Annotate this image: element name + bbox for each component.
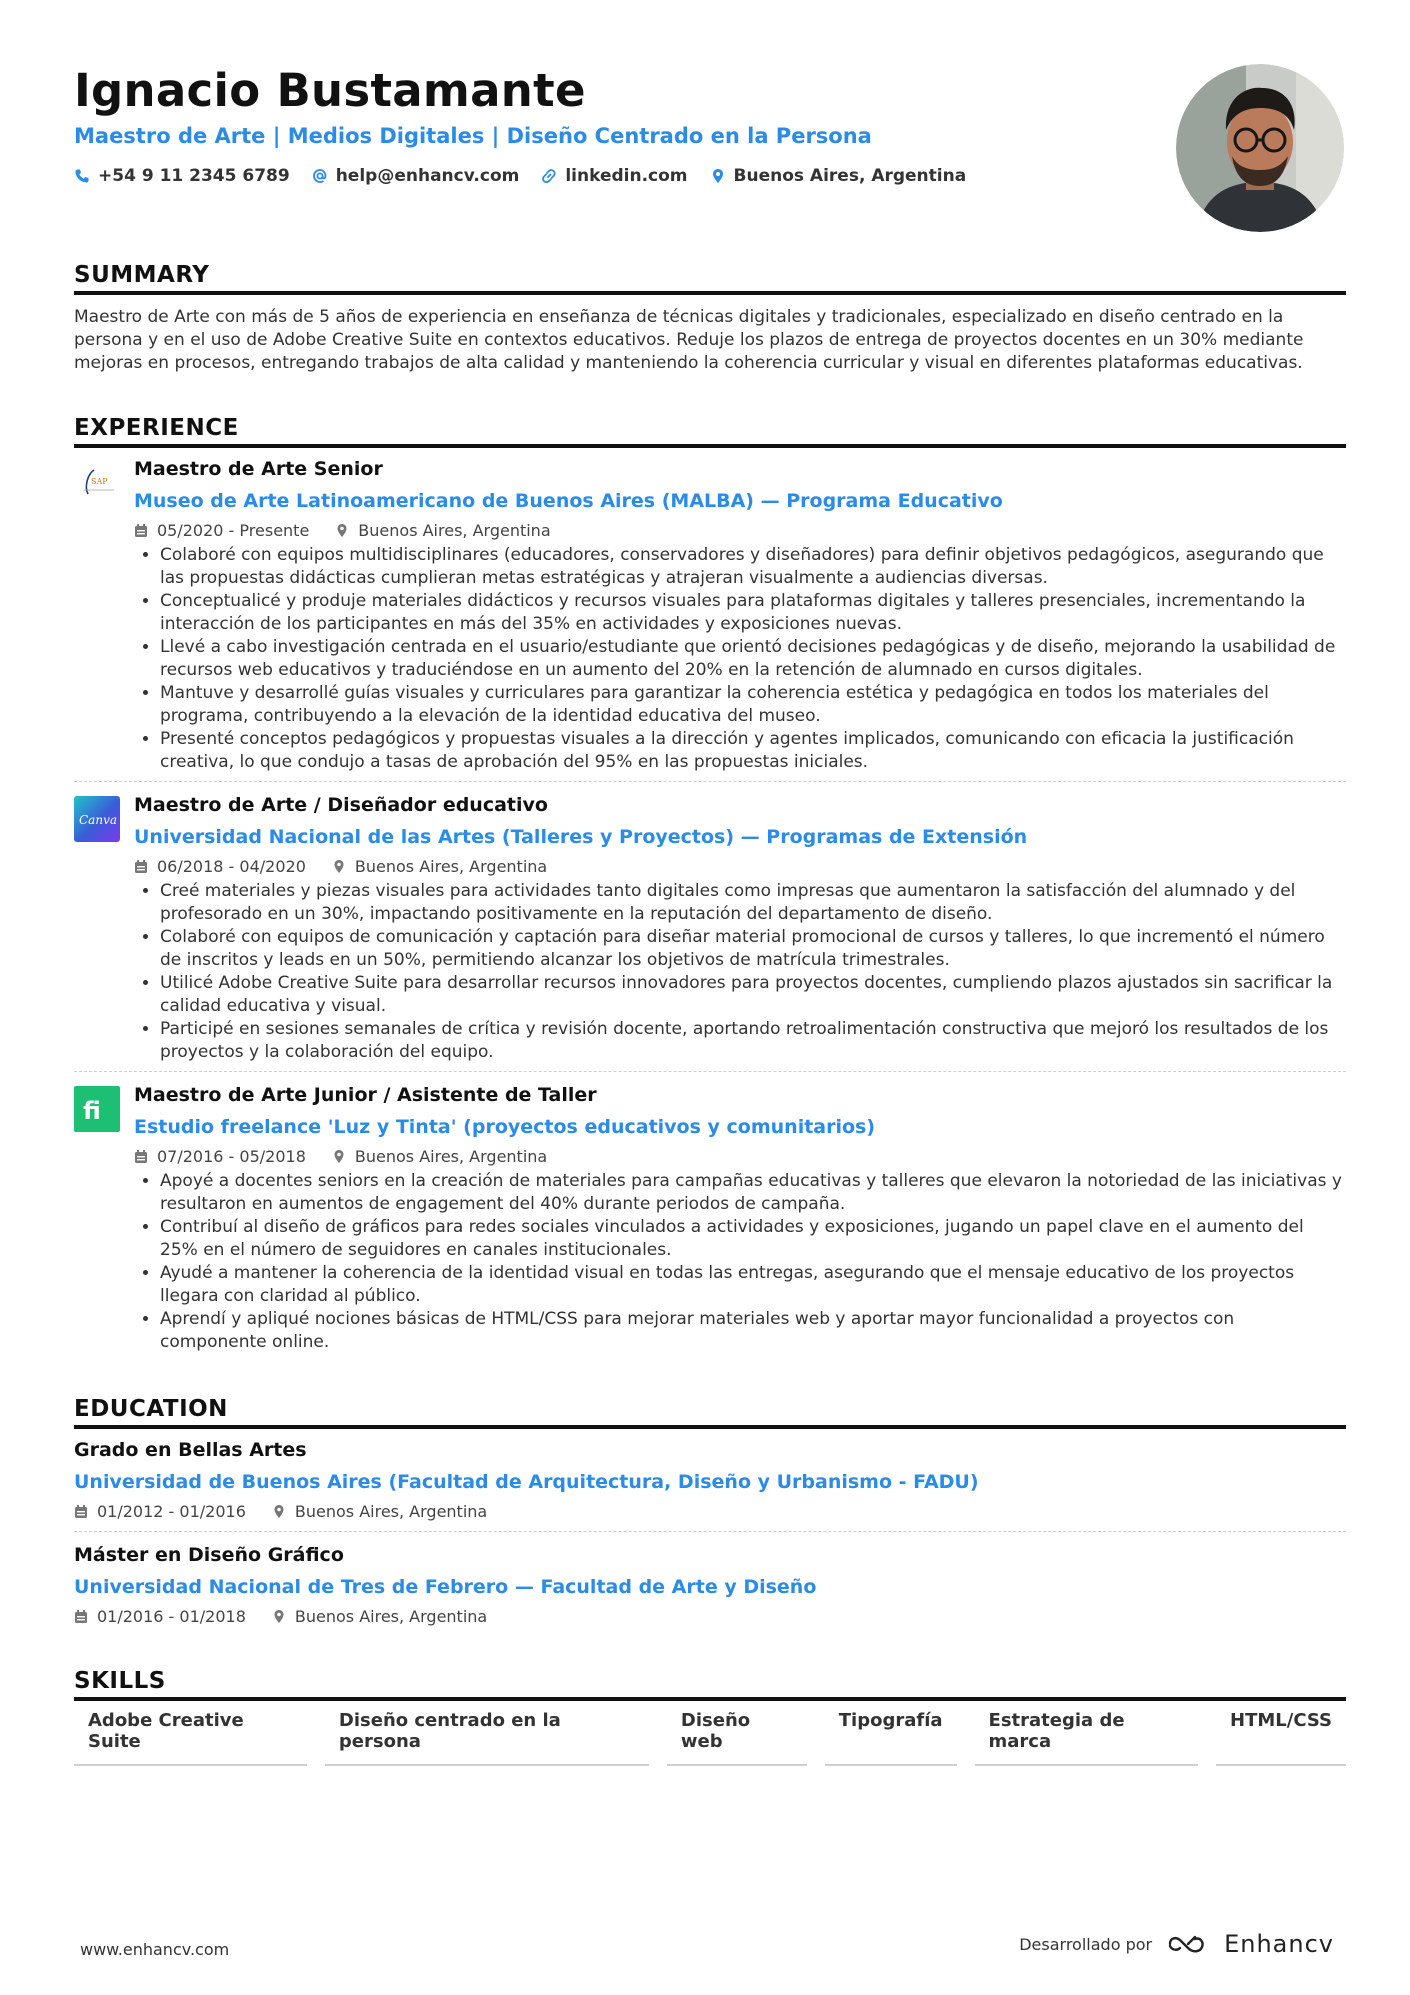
- bullet: • Aprendí y apliqué nociones básicas de HTML/CSS para mejorar materiales web y aportar mayor funcionalidad a proyectos con componente online.: [160, 1308, 1346, 1354]
- contact-phone[interactable]: [74, 166, 290, 186]
- bullet: • Creé materiales y piezas visuales para actividades tanto digitales como impresas que aumentaron la satisfacción del alumnado y del profesorado en un 30%, impactando positivamente en la reputación del departamento de diseño.: [160, 880, 1346, 926]
- skills-list: [74, 1710, 1346, 1766]
- company-logo: [74, 796, 120, 842]
- education-dates: 01/2012 - 01/2016: [97, 1501, 246, 1521]
- job-divider: [74, 781, 1346, 782]
- skill-tag: Diseño centrado en la persona: [325, 1710, 649, 1766]
- summary-rule: [74, 291, 1346, 295]
- footer-url[interactable]: www.enhancv.com: [80, 1940, 230, 1959]
- contact-bar: [74, 166, 966, 186]
- education-dates: 01/2016 - 01/2018: [97, 1606, 246, 1626]
- job-divider: [74, 1071, 1346, 1072]
- company-name: Universidad Nacional de las Artes (Talleres y Proyectos) — Programas de Extensión: [134, 826, 1028, 848]
- skills-heading: SKILLS: [74, 1668, 166, 1694]
- at-icon: [312, 168, 328, 184]
- linkedin-text: linkedin.com: [565, 166, 688, 186]
- calendar-icon: [134, 859, 148, 874]
- job-bullets: [134, 544, 1346, 774]
- education-item: [74, 1437, 1346, 1525]
- svg-text:Canva: Canva: [79, 813, 117, 827]
- contact-linkedin[interactable]: [541, 166, 687, 186]
- svg-text:fi: fi: [83, 1097, 101, 1125]
- bullet: • Apoyé a docentes seniors en la creación de materiales para campañas educativas y talleres que elevaron la notoriedad de las iniciativas y resultaron en aumentos de engagement del 40% durante periodos de campaña.: [160, 1170, 1346, 1216]
- job-title: Maestro de Arte / Diseñador educativo: [134, 794, 548, 816]
- job-location: Buenos Aires, Argentina: [354, 856, 548, 876]
- job-bullets: [134, 1170, 1346, 1354]
- location-pin-icon: [272, 1504, 286, 1519]
- profile-photo: [1176, 64, 1344, 232]
- education-divider: [74, 1531, 1346, 1532]
- skill-tag: HTML/CSS: [1216, 1710, 1346, 1766]
- location-pin-icon: [272, 1609, 286, 1624]
- degree-title: Grado en Bellas Artes: [74, 1439, 307, 1461]
- bullet: • Colaboré con equipos de comunicación y captación para diseñar material promocional de cursos y talleres, lo que incrementó el número de inscritos y leads en un 50%, permitiendo alcanzar los objetivos de matrícula trimestrales.: [160, 926, 1346, 972]
- location-pin-icon: [335, 523, 349, 538]
- education-rule: [74, 1425, 1346, 1429]
- job-meta: [134, 1142, 1346, 1170]
- job-location: Buenos Aires, Argentina: [354, 1146, 548, 1166]
- phone-icon: [74, 168, 90, 184]
- calendar-icon: [134, 523, 148, 538]
- job-dates: 06/2018 - 04/2020: [157, 856, 306, 876]
- skill-tag: Diseño web: [667, 1710, 807, 1766]
- calendar-icon: [134, 1149, 148, 1164]
- calendar-icon: [74, 1609, 88, 1624]
- footer-brand[interactable]: [1019, 1930, 1334, 1958]
- phone-text: +54 9 11 2345 6789: [98, 166, 290, 186]
- job-meta: [134, 516, 1346, 544]
- location-pin-icon: [710, 168, 726, 184]
- education-location: Buenos Aires, Argentina: [294, 1606, 488, 1626]
- brand-name: Enhancv: [1224, 1930, 1334, 1958]
- calendar-icon: [74, 1504, 88, 1519]
- bullet: • Contribuí al diseño de gráficos para redes sociales vinculados a actividades y exposiciones, jugando un papel clave en el aumento del 25% en el número de seguidores en canales institucionales.: [160, 1216, 1346, 1262]
- job-meta: [134, 852, 1346, 880]
- company-name: Estudio freelance 'Luz y Tinta' (proyectos educativos y comunitarios): [134, 1116, 876, 1138]
- location-pin-icon: [332, 859, 346, 874]
- job-dates: 05/2020 - Presente: [157, 520, 310, 540]
- education-meta: [74, 1497, 1346, 1525]
- skill-tag: Tipografía: [825, 1710, 957, 1766]
- candidate-name: Ignacio Bustamante: [74, 64, 586, 117]
- job-title: Maestro de Arte Junior / Asistente de Taller: [134, 1084, 597, 1106]
- svg-text:SAP: SAP: [91, 477, 108, 486]
- job-bullets: [134, 880, 1346, 1064]
- bullet: • Llevé a cabo investigación centrada en el usuario/estudiante que orientó decisiones pedagógicas y de diseño, mejorando la usabilidad de recursos web educativos y traduciéndose en un aumento del 20% en la retención de alumnado en cursos digitales.: [160, 636, 1346, 682]
- job-dates: 07/2016 - 05/2018: [157, 1146, 306, 1166]
- skill-tag: Adobe Creative Suite: [74, 1710, 307, 1766]
- school-name: Universidad de Buenos Aires (Facultad de Arquitectura, Diseño y Urbanismo - FADU): [74, 1471, 979, 1493]
- education-meta: [74, 1602, 1346, 1630]
- company-logo: [74, 1086, 120, 1132]
- contact-location: [710, 166, 967, 186]
- skills-rule: [74, 1697, 1346, 1701]
- company-name: Museo de Arte Latinoamericano de Buenos Aires (MALBA) — Programa Educativo: [134, 490, 1003, 512]
- job-location: Buenos Aires, Argentina: [358, 520, 551, 540]
- education-location: Buenos Aires, Argentina: [294, 1501, 488, 1521]
- experience-rule: [74, 444, 1346, 448]
- experience-heading: EXPERIENCE: [74, 415, 239, 441]
- skill-tag: Estrategia de marca: [975, 1710, 1199, 1766]
- email-text: help@enhancv.com: [335, 166, 520, 186]
- school-name: Universidad Nacional de Tres de Febrero — Facultad de Arte y Diseño: [74, 1576, 817, 1598]
- enhancv-logo-icon: [1166, 1932, 1210, 1956]
- summary-text: Maestro de Arte con más de 5 años de experiencia en enseñanza de técnicas digitales y tradicionales, especializado en diseño centrado en la persona y en el uso de Adobe Creative Suite en contextos educativos. Reduje los plazos de entrega de proyectos docentes en un 30% mediante mejoras en procesos, entregando trabajos de alta calidad y manteniendo la coherencia curricular y visual en diferentes plataformas educativas.: [74, 307, 1304, 373]
- bullet: • Mantuve y desarrollé guías visuales y curriculares para garantizar la coherencia estética y pedagógica en todos los materiales del programa, contribuyendo a la elevación de la identidad educativa del museo.: [160, 682, 1346, 728]
- location-pin-icon: [332, 1149, 346, 1164]
- bullet: • Ayudé a mantener la coherencia de la identidad visual en todas las entregas, asegurando que el mensaje educativo de los proyectos llegara con claridad al público.: [160, 1262, 1346, 1308]
- bullet: • Colaboré con equipos multidisciplinares (educadores, conservadores y diseñadores) para definir objetivos pedagógicos, asegurando que las propuestas didácticas cumplieran metas estratégicas y atrajeran visualmente a audiencias diversas.: [160, 544, 1346, 590]
- bullet: • Participé en sesiones semanales de crítica y revisión docente, aportando retroalimentación constructiva que mejoró los resultados de los proyectos y la colaboración del equipo.: [160, 1018, 1346, 1064]
- company-logo: [74, 460, 120, 506]
- education-item: [74, 1542, 1346, 1630]
- job-title: Maestro de Arte Senior: [134, 458, 383, 480]
- degree-title: Máster en Diseño Gráfico: [74, 1544, 344, 1566]
- location-text: Buenos Aires, Argentina: [733, 166, 967, 186]
- bullet: • Presenté conceptos pedagógicos y propuestas visuales a la dirección y agentes implicados, comunicando con eficacia la justificación creativa, lo que condujo a tasas de aprobación del 95% en las propuestas iniciales.: [160, 728, 1346, 774]
- headline: Maestro de Arte | Medios Digitales | Diseño Centrado en la Persona: [74, 124, 872, 148]
- bullet: • Utilicé Adobe Creative Suite para desarrollar recursos innovadores para proyectos docentes, cumpliendo plazos ajustados sin sacrificar la calidad educativa y visual.: [160, 972, 1346, 1018]
- link-icon: [541, 168, 557, 184]
- summary-heading: SUMMARY: [74, 262, 210, 288]
- powered-by-text: Desarrollado por: [1019, 1934, 1153, 1954]
- contact-email[interactable]: [312, 166, 520, 186]
- education-heading: EDUCATION: [74, 1396, 228, 1422]
- bullet: • Conceptualicé y produje materiales didácticos y recursos visuales para plataformas digitales y talleres presenciales, incrementando la interacción de los participantes en más del 35% en actividades y exposiciones nuevas.: [160, 590, 1346, 636]
